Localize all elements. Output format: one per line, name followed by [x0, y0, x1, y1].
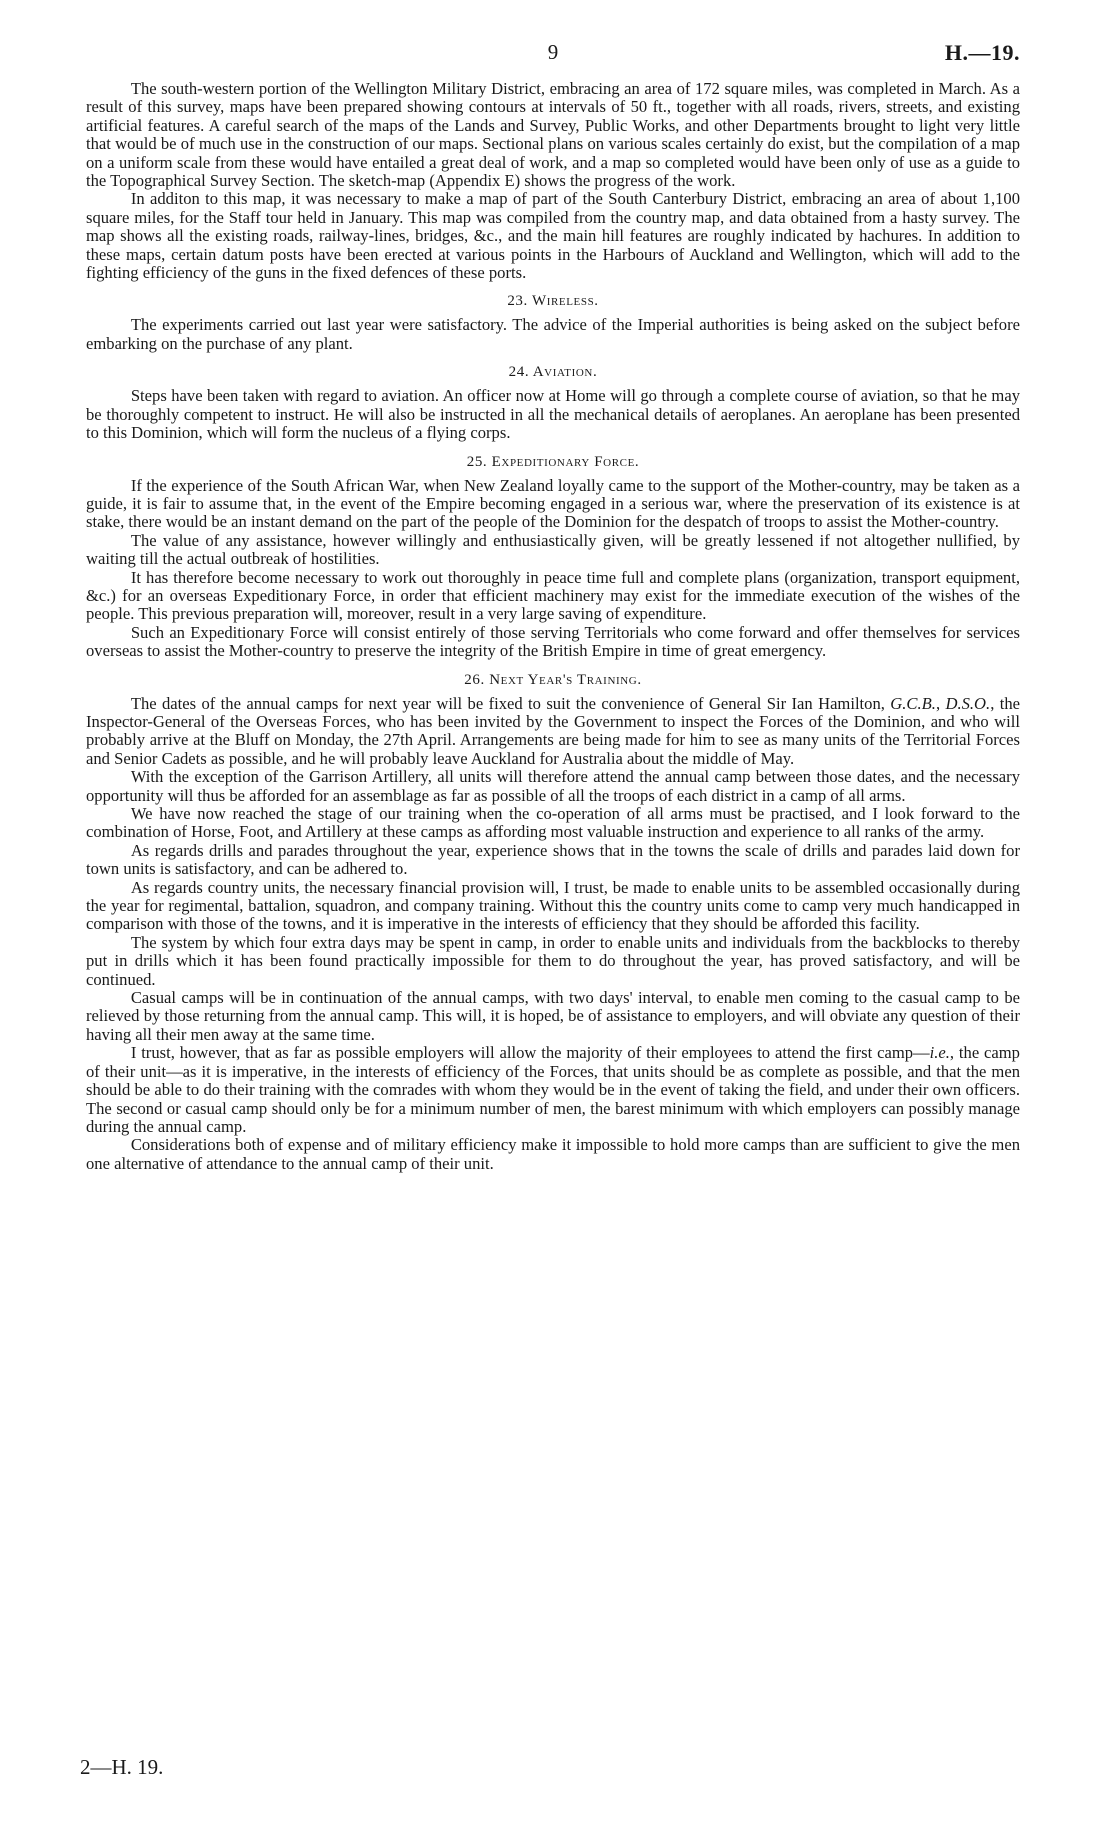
- paragraph-aviation: Steps have been taken with regard to aviation. An officer now at Home will go through a complete course of aviation, so that he may be thoroughly competent to instruct. He will also be instructed in all the mechanical details of aeroplanes. An aeroplane has been presented to this Dominion, which will form the nucleus of a flying corps.: [86, 386, 1020, 443]
- training-text: , the camp of their unit—as it is imperative, in the interests of efficiency of the Forces, that units should be as complete as possible, and that the men should be able to do their training with the comrades with whom they would be in the event of taking the field, and under their own officers. The second or casual camp should only be for a minimum number of men, the barest minimum with which employers can possibly manage during the annual camp.: [86, 1043, 1020, 1136]
- document-body: [86, 80, 1020, 1173]
- section-heading-next-years-training: 26. Next Year's Training.: [464, 671, 642, 688]
- document-page: [86, 40, 1020, 1173]
- training-text: ,: [935, 693, 946, 713]
- section-heading-wireless: 23. Wireless.: [507, 293, 599, 310]
- paragraph-training-8: [86, 1044, 1020, 1136]
- section-heading-expeditionary-force: 25. Expeditionary Force.: [466, 453, 640, 470]
- paragraph-expeditionary-3: It has therefore become necessary to work out thoroughly in peace time full and complete plans (organization, transport equipment, &c.) for an overseas Expeditionary Force, in order that efficient machinery may exist for the immediate execution of the wishes of the people. This previous preparation will, moreover, result in a very large saving of expenditure.: [86, 567, 1020, 624]
- paragraph-expeditionary-4: Such an Expeditionary Force will consist entirely of those serving Territorials who come forward and offer themselves for services overseas to assist the Mother-country to preserve the integrity of the British Empire in time of great emergency.: [86, 622, 1020, 661]
- paragraph-training-3: We have now reached the stage of our training when the co-operation of all arms must be practised, and I look forward to the combination of Horse, Foot, and Artillery at these camps as affording most valuable instruction and experience to all ranks of the army.: [86, 804, 1020, 842]
- paper-reference: H.—19.: [944, 40, 1020, 65]
- paragraph-survey-canterbury: In additon to this map, it was necessary to make a map of part of the South Canterbury District, embracing an area of about 1,100 square miles, for the Staff tour held in January. This map was compiled from the country map, and data obtained from a hasty survey. The map shows all the existing roads, railway-lines, bridges, &c., and the main hill features are roughly indicated by hachures. In addition to these maps, certain datum posts have been erected at various points in the Harbours of Auckland and Wellington, which will add to the fighting efficiency of the guns in the fixed defences of these ports.: [86, 189, 1020, 283]
- paragraph-training-2: With the exception of the Garrison Artillery, all units will therefore attend the annual camp between those dates, and the necessary opportunity will thus be afforded for an assemblage as far as possible of all the troops of each district in a camp of all arms.: [86, 767, 1020, 805]
- signature-reference: 2—H. 19.: [80, 1755, 164, 1779]
- training-text: The dates of the annual camps for next year will be fixed to suit the convenience of General Sir Ian Hamilton,: [130, 693, 891, 713]
- page-number: 9: [547, 40, 559, 64]
- abbreviation-ie: i.e.: [929, 1043, 950, 1063]
- section-heading-aviation: 24. Aviation.: [508, 364, 598, 381]
- training-text: I trust, however, that as far as possible employers will allow the majority of their employees to attend the first camp—: [130, 1043, 930, 1063]
- paragraph-training-5: As regards country units, the necessary financial provision will, I trust, be made to enable units to be assembled occasionally during the year for regimental, battalion, squadron, and company training. Without this the country units come to camp very much handicapped in comparison with those of the towns, and it is imperative in the interests of efficiency that they should be afforded this facility.: [86, 877, 1020, 934]
- honour-dso: D.S.O.: [945, 693, 991, 713]
- paragraph-expeditionary-2: The value of any assistance, however willingly and enthusiastically given, will be greatly lessened if not altogether nullified, by waiting till the actual outbreak of hostilities.: [86, 530, 1020, 569]
- training-text: , the Inspector-General of the Overseas Forces, who has been invited by the Government to inspect the Forces of the Dominion, and who will probably arrive at the Bluff on Monday, the 27th April. Arrangements are being made for him to see as many units of the Territorial Forces and Senior Cadets as possible, and he will probably leave Auckland for Australia about the middle of May.: [86, 693, 1020, 768]
- paragraph-training-7: Casual camps will be in continuation of the annual camps, with two days' interval, to enable men coming to the casual camp to be relieved by those returning from the annual camp. This will, it is hoped, be of assistance to employers, and will obviate any question of their having all their men away at the same time.: [86, 988, 1020, 1044]
- paragraph-wireless: The experiments carried out last year were satisfactory. The advice of the Imperial authorities is being asked on the subject before embarking on the purchase of any plant.: [86, 315, 1020, 353]
- paragraph-training-9: Considerations both of expense and of military efficiency make it impossible to hold more camps than are sufficient to give the men one alternative of attendance to the annual camp of their unit.: [86, 1135, 1020, 1173]
- paragraph-training-4: As regards drills and parades throughout the year, experience shows that in the towns the scale of drills and parades laid down for town units is satisfactory, and can be adhered to.: [86, 840, 1020, 879]
- page-header: [86, 40, 1020, 80]
- paragraph-training-1: [86, 695, 1020, 769]
- honour-gcb: G.C.B.: [890, 693, 936, 713]
- paragraph-training-6: The system by which four extra days may be spent in camp, in order to enable units and individuals from the backblocks to thereby put in drills which it has been found practically impossible for them to do throughout the year, has proved satisfactory, and will be continued.: [86, 932, 1020, 989]
- paragraph-expeditionary-1: If the experience of the South African War, when New Zealand loyally came to the support of the Mother-country, may be taken as a guide, it is fair to assume that, in the event of the Empire becoming engaged in a serious war, where the preservation of its existence is at stake, there would be an instant demand on the part of the people of the Dominion for the despatch of troops to assist the Mother-country.: [86, 475, 1020, 532]
- paragraph-survey-wellington: The south-western portion of the Wellington Military District, embracing an area of 172 square miles, was completed in March. As a result of this survey, maps have been prepared showing contours at intervals of 50 ft., together with all roads, rivers, streets, and existing artificial features. A careful search of the maps of the Lands and Survey, Public Works, and other Departments brought to light very little that would be of much use in the construction of our maps. Sectional plans on various scales certainly do exist, but the compilation of a map on a uniform scale from these would have entailed a great deal of work, and a map so completed would have been only of use as a guide to the Topographical Survey Section. The sketch-map (Appendix E) shows the progress of the work.: [86, 79, 1020, 191]
